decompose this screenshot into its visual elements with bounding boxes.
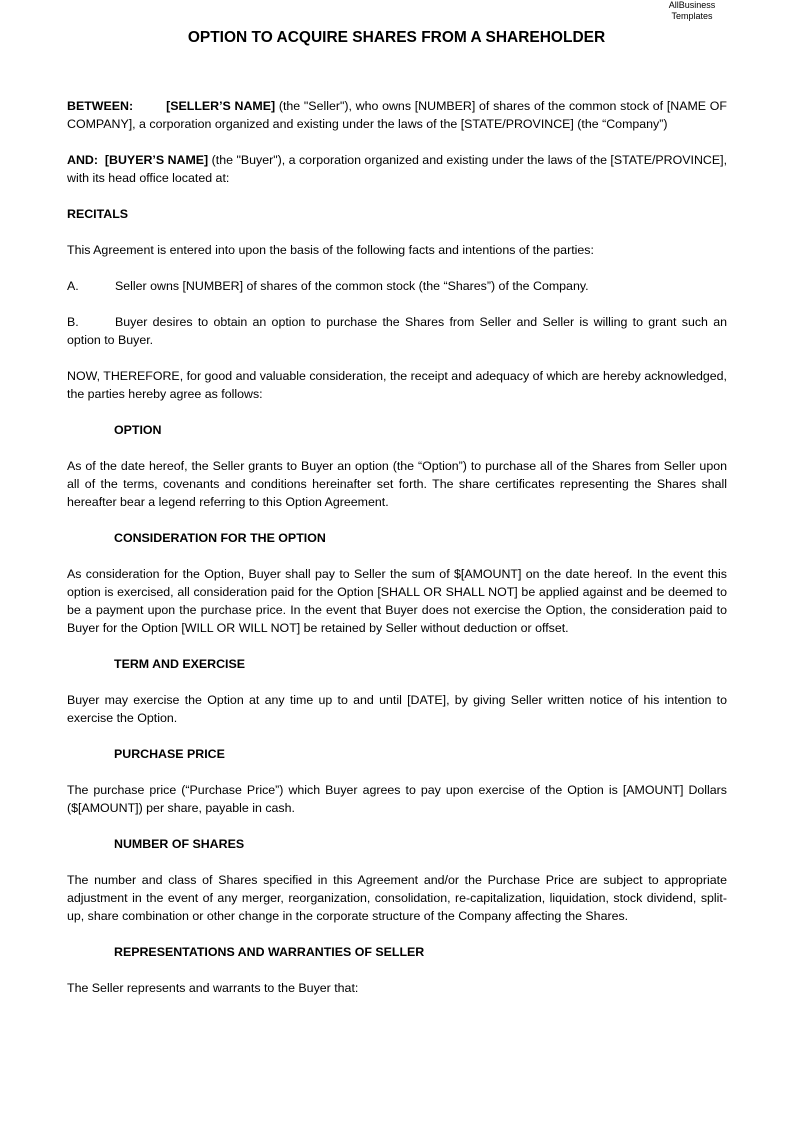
section-heading-consideration: CONSIDERATION FOR THE OPTION (114, 531, 326, 545)
document-title: OPTION TO ACQUIRE SHARES FROM A SHAREHOLDER (187, 29, 606, 46)
recital-b (67, 313, 727, 349)
recital-a (67, 277, 727, 295)
now-therefore-paragraph: NOW, THEREFORE, for good and valuable consideration, the receipt and adequacy of which are hereby acknowledged, the parties hereby agree as follows: (67, 369, 727, 401)
buyer-name: [BUYER’S NAME] (104, 153, 209, 167)
between-label: BETWEEN: (67, 99, 134, 113)
brand-logo (662, 0, 722, 22)
and-paragraph (67, 151, 727, 187)
section-heading-option: OPTION (114, 423, 162, 437)
section-text-number-of-shares: The number and class of Shares specified in this Agreement and/or the Purchase Price are subject to appropriate adjustment in the event of any merger, reorganization, consolidation, re-capitalization, liquidation, stock dividend, split-up, share combination or other change in the corporate structure of the Company affecting the Shares. (67, 873, 727, 923)
recitals-intro: This Agreement is entered into upon the basis of the following facts and intentions of the parties: (67, 243, 594, 257)
recital-a-text: Seller owns [NUMBER] of shares of the common stock (the “Shares”) of the Company. (115, 279, 589, 293)
between-text: (the "Seller"), who owns [NUMBER] of shares of the common stock of [NAME OF COMPANY], a corporation organized and existing under the laws of the [STATE/PROVINCE] (the “Company”) (67, 99, 727, 131)
section-heading-term: TERM AND EXERCISE (114, 657, 246, 671)
between-paragraph (67, 97, 727, 133)
brand-line-1: AllBusiness (668, 0, 716, 10)
section-text-term: Buyer may exercise the Option at any time up to and until [DATE], by giving Seller written notice of his intention to exercise the Option. (67, 693, 727, 725)
section-text-consideration: As consideration for the Option, Buyer shall pay to Seller the sum of $[AMOUNT] on the date hereof. In the event this option is exercised, all consideration paid for the Option [SHALL OR SHALL NOT] be applied against and be deemed to be a payment upon the purchase price. In the event that Buyer does not exercise the Option, the consideration paid to Buyer for the Option [WILL OR WILL NOT] be retained by Seller without deduction or offset. (67, 567, 727, 635)
recital-a-label: A. (67, 279, 79, 293)
recital-b-label: B. (67, 315, 79, 329)
and-text: (the "Buyer"), a corporation organized and existing under the laws of the [STATE/PROVINCE], with its head office located at: (67, 153, 728, 185)
recitals-heading: RECITALS (67, 207, 129, 221)
section-heading-purchase-price: PURCHASE PRICE (114, 747, 225, 761)
section-heading-number-of-shares: NUMBER OF SHARES (114, 837, 245, 851)
and-label: AND: (67, 153, 98, 167)
section-text-representations: The Seller represents and warrants to the Buyer that: (67, 981, 359, 995)
document-body (67, 97, 727, 1015)
seller-name: [SELLER’S NAME] (166, 99, 276, 113)
section-heading-representations: REPRESENTATIONS AND WARRANTIES OF SELLER (114, 945, 425, 959)
section-text-purchase-price: The purchase price (“Purchase Price”) which Buyer agrees to pay upon exercise of the Option is [AMOUNT] Dollars ($[AMOUNT]) per share, payable in cash. (67, 783, 727, 815)
recital-b-text: Buyer desires to obtain an option to purchase the Shares from Seller and Seller is willing to grant such an option to Buyer. (67, 315, 727, 347)
brand-line-2: Templates (671, 11, 713, 21)
section-text-option: As of the date hereof, the Seller grants to Buyer an option (the “Option”) to purchase all of the Shares from Seller upon all of the terms, covenants and conditions hereinafter set forth. The share certificates representing the Shares shall hereafter bear a legend referring to this Option Agreement. (67, 459, 727, 509)
